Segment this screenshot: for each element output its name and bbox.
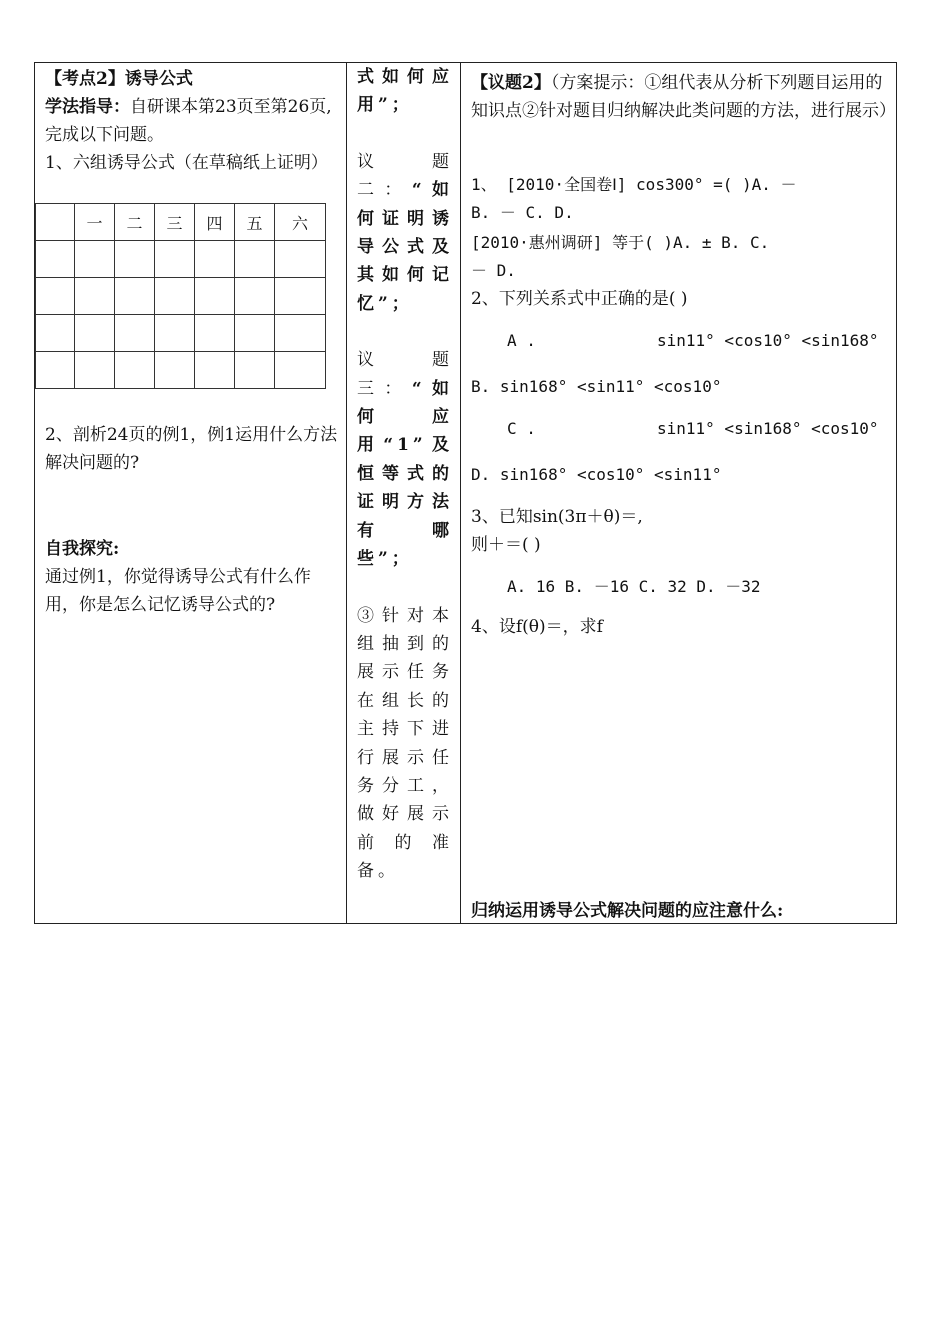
question-2: 2、剖析24页的例1，例1运用什么方法解决问题的? — [45, 425, 338, 473]
grid-cell — [155, 278, 195, 315]
grid-header-row — [36, 204, 326, 241]
grid-header-cell: 二 — [115, 204, 155, 241]
grid-header-cell — [36, 204, 75, 241]
grid-row — [36, 315, 326, 352]
question-1: 1、六组诱导公式（在草稿纸上证明） — [45, 153, 328, 173]
grid-row — [36, 278, 326, 315]
q3-stem: 3、已知sin(3π＋θ)＝, — [471, 507, 643, 527]
grid-cell — [75, 315, 115, 352]
self-explore-title: 自我探究: — [45, 539, 120, 559]
grid-cell — [75, 278, 115, 315]
topic-2-hint: （方案提示：①组代表从分析下列题目运用的知识点②针对题目归纳解决此类问题的方法，进行展示） — [471, 73, 896, 121]
left-column — [35, 63, 347, 923]
right-column — [461, 63, 896, 923]
task-instruction: ③针对本组抽到的展示任务在组长的主持下进行展示任务分工，做好展示前的准备。 — [357, 605, 453, 882]
grid-row — [36, 241, 326, 278]
q2-stem: 2、下列关系式中正确的是( ) — [471, 289, 688, 309]
q2-option-d: D. sin168° <cos10° <sin11° — [471, 465, 722, 484]
grid-cell — [275, 315, 326, 352]
grid-cell — [36, 315, 75, 352]
content-table — [34, 62, 897, 924]
grid-cell — [235, 352, 275, 389]
grid-row — [36, 352, 326, 389]
grid-cell — [235, 241, 275, 278]
grid-cell — [195, 315, 235, 352]
q1-line-2: B. － C. D. — [471, 203, 574, 222]
grid-cell — [75, 241, 115, 278]
grid-header-cell: 五 — [235, 204, 275, 241]
q4-stem: 4、设f(θ)＝，求f — [471, 617, 603, 637]
topic-2-title: 【议题2】 — [471, 73, 551, 93]
grid-cell — [115, 278, 155, 315]
topic-2-text: “如何证明诱导公式及其如何记忆”； — [357, 180, 453, 314]
grid-cell — [36, 241, 75, 278]
grid-cell — [36, 352, 75, 389]
grid-cell — [275, 352, 326, 389]
grid-cell — [155, 241, 195, 278]
grid-cell — [155, 352, 195, 389]
grid-cell — [36, 278, 75, 315]
topic-2-header — [471, 69, 896, 125]
grid-cell — [275, 241, 326, 278]
grid-header-cell: 四 — [195, 204, 235, 241]
grid-cell — [235, 278, 275, 315]
self-explore-body: 通过例1，你觉得诱导公式有什么作用，你是怎么记忆诱导公式的? — [45, 567, 311, 615]
topic-3-text: “如何应用“1”及恒等式的证明方法有哪些”； — [357, 378, 453, 570]
grid-cell — [115, 315, 155, 352]
grid-cell — [275, 278, 326, 315]
q2-option-a: sin11° <cos10° <sin168° — [657, 331, 879, 350]
grid-cell — [75, 352, 115, 389]
study-guide-label: 学法指导： — [45, 97, 130, 117]
study-guide-text: 自研课本第23页至第26页,完成以下问题。 — [45, 97, 332, 145]
grid-header-cell: 一 — [75, 204, 115, 241]
grid-cell — [155, 315, 195, 352]
grid-header-cell: 六 — [275, 204, 326, 241]
grid-cell — [195, 352, 235, 389]
grid-header-cell: 三 — [155, 204, 195, 241]
q2-option-c-label: C . — [507, 419, 536, 438]
topic-notes — [357, 63, 453, 886]
grid-cell — [195, 278, 235, 315]
topic-1-tail: 式如何应用”； — [357, 67, 453, 116]
section-title: 【考点2】诱导公式 — [45, 69, 193, 89]
grid-cell — [235, 315, 275, 352]
grid-cell — [115, 241, 155, 278]
middle-column — [347, 63, 461, 923]
topic-3-label: 议题三：“如何应用“1”及恒等式的证明方法有哪些”； — [357, 350, 453, 570]
formula-grid — [35, 203, 326, 389]
q2-option-b: B. sin168° <sin11° <cos10° — [471, 377, 722, 396]
q2-option-c: sin11° <sin168° <cos10° — [657, 419, 879, 438]
grid-cell — [115, 352, 155, 389]
summary-prompt: 归纳运用诱导公式解决问题的应注意什么: — [471, 901, 784, 921]
q3-options: A. 16 B. －16 C. 32 D. －32 — [507, 577, 761, 596]
q2-option-a-label: A . — [507, 331, 536, 350]
topic-2-label: 议题二：“如何证明诱导公式及其如何记忆”； — [357, 151, 453, 314]
q1-line-3: [2010·惠州调研] 等于( )A. ± B. C. — [471, 233, 770, 252]
q1-line-1: 1、 [2010·全国卷Ⅰ] cos300° =( )A. － — [471, 175, 797, 194]
q1-line-4: － D. — [471, 261, 516, 280]
q3-stem-2: 则＋＝( ) — [471, 535, 541, 555]
grid-cell — [195, 241, 235, 278]
study-guide — [45, 93, 343, 149]
